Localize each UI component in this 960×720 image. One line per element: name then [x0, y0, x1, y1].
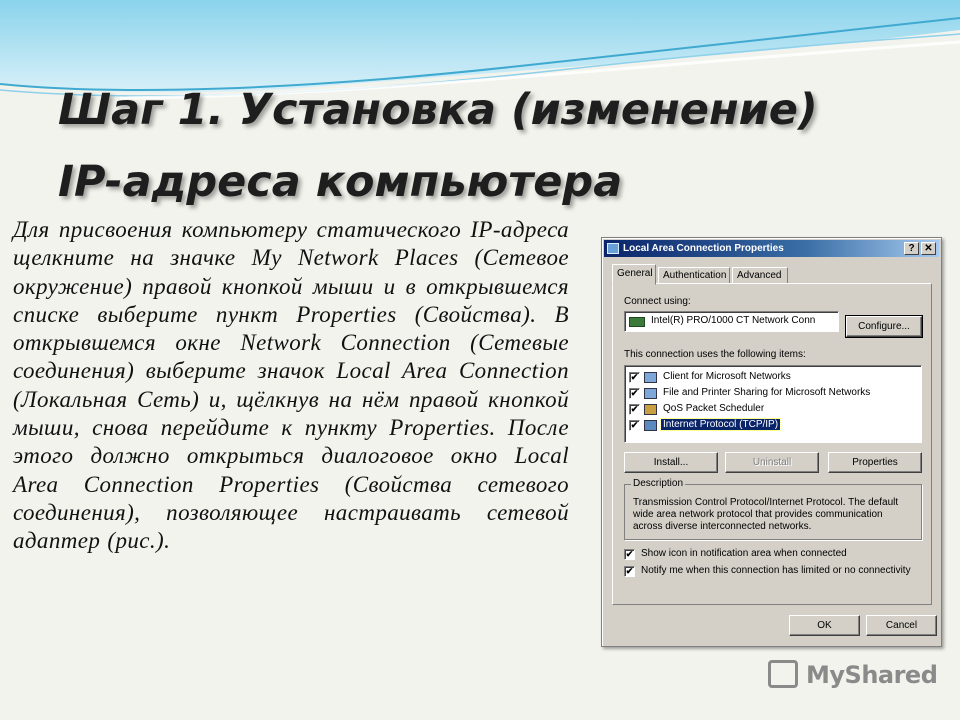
item-checkbox[interactable]: ✔ [630, 372, 639, 382]
list-item-selected[interactable] [629, 418, 909, 434]
help-button[interactable]: ? [904, 242, 919, 255]
install-button[interactable]: Install... [624, 452, 718, 473]
close-button[interactable]: ✕ [921, 242, 936, 255]
item-checkbox[interactable]: ✔ [630, 420, 639, 430]
description-title: Description [633, 478, 684, 489]
items-label: This connection uses the following items: [624, 349, 806, 360]
properties-button[interactable]: Properties [828, 452, 922, 473]
notify-checkbox[interactable]: ✔ [625, 566, 634, 576]
file-sharing-icon [644, 388, 657, 399]
network-connection-icon [607, 243, 619, 254]
slide-body-text: Для присвоения компьютеру статического IP-адреса щелкните на значке My Network Places (Сетевое окружение) правой кнопкой мыши и в открывшемся списке выберите пункт Properties (Свойства). В открывшемся окне Network Connection (Сетевые соединения) выберите значок Local Area Connection (Локальная Сеть) и, щёлкнув на нём правой кнопкой мыши, снова перейдите к пункту Properties. После этого должно открыться диалоговое окно Local Area Connection Properties (Свойства сетевого соединения), позволяющее настраивать сетевой адаптер (рис.). [13, 217, 569, 554]
item-checkbox[interactable]: ✔ [630, 404, 639, 414]
dialog-title: Local Area Connection Properties [623, 243, 784, 254]
show-icon-checkbox[interactable]: ✔ [625, 549, 634, 559]
slide-title-line-1: Шаг 1. Установка (изменение) [58, 85, 818, 135]
protocol-icon [644, 420, 657, 431]
tab-authentication[interactable]: Authentication [658, 267, 730, 284]
uninstall-button[interactable]: Uninstall [725, 452, 819, 473]
myshared-logo-icon [768, 660, 798, 688]
network-adapter-icon [629, 317, 645, 327]
ok-button[interactable]: OK [789, 615, 860, 636]
show-icon-label: Show icon in notification area when connected [641, 548, 847, 559]
general-tab-panel [612, 283, 932, 605]
connect-using-label: Connect using: [624, 296, 691, 307]
slide-title [58, 74, 938, 218]
tab-advanced[interactable]: Advanced [732, 267, 788, 284]
show-icon-option[interactable] [624, 548, 924, 562]
item-label: Client for Microsoft Networks [663, 371, 791, 382]
list-item[interactable] [629, 402, 909, 418]
dialog-titlebar[interactable] [604, 240, 939, 257]
description-group [624, 478, 922, 540]
watermark-text: MyShared [806, 661, 938, 689]
item-label: QoS Packet Scheduler [663, 403, 765, 414]
local-area-connection-dialog [601, 237, 942, 647]
notify-label: Notify me when this connection has limited or no connectivity [641, 565, 911, 576]
adapter-field [624, 311, 839, 332]
configure-button[interactable]: Configure... [846, 316, 922, 337]
qos-icon [644, 404, 657, 415]
cancel-button[interactable]: Cancel [866, 615, 937, 636]
slide-title-line-2: IP-адреса компьютера [58, 157, 623, 207]
list-item[interactable] [629, 370, 909, 386]
adapter-name: Intel(R) PRO/1000 CT Network Conn [651, 315, 816, 326]
item-label: File and Printer Sharing for Microsoft Networks [663, 387, 871, 398]
notify-option[interactable] [624, 565, 924, 579]
components-list[interactable] [624, 365, 922, 443]
list-item[interactable] [629, 386, 909, 402]
tab-general[interactable]: General [612, 264, 656, 285]
network-client-icon [644, 372, 657, 383]
description-text: Transmission Control Protocol/Internet Protocol. The default wide area network protocol that provides communication across diverse interconnected networks. [633, 497, 899, 532]
item-label: Internet Protocol (TCP/IP) [663, 419, 779, 430]
item-checkbox[interactable]: ✔ [630, 388, 639, 398]
